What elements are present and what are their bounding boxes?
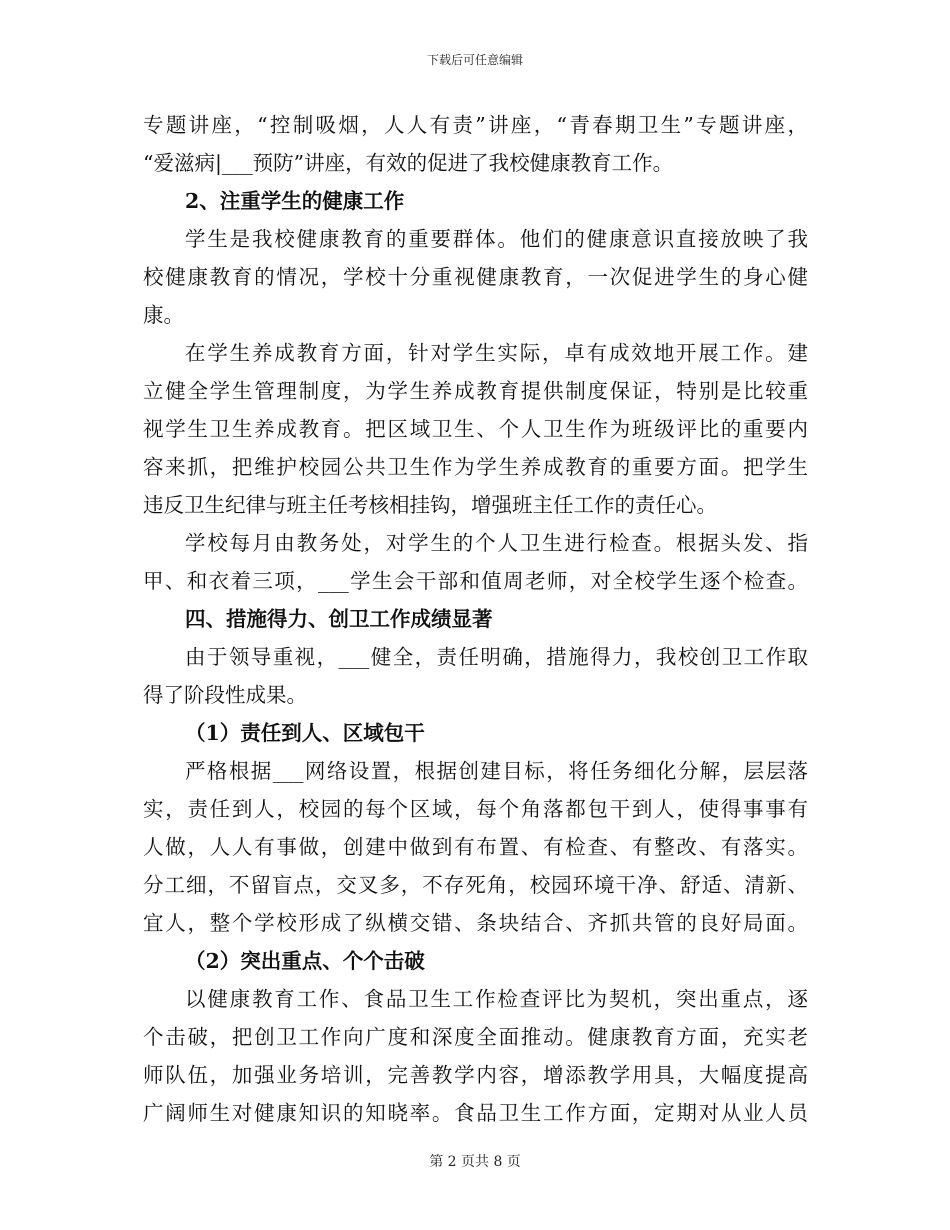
- text-line: 广阔师生对健康知识的知晓率。食品卫生工作方面，定期对从业人员: [143, 1101, 808, 1125]
- text-line: 在学生养成教育方面，针对学生实际，卓有成效地开展工作。建: [185, 341, 808, 365]
- text-line: 实，责任到人，校园的每个区域，每个角落都包干到人，使得事事有: [143, 797, 808, 821]
- text-line: 甲、和衣着三项，___学生会干部和值周老师，对全校学生逐个检查。: [143, 569, 808, 593]
- text-line: 专题讲座，“控制吸烟，人人有责”讲座，“青春期卫生”专题讲座，: [143, 113, 808, 137]
- text-line: 人做，人人有事做，创建中做到有布置、有检查、有整改、有落实。: [143, 835, 808, 859]
- text-line: 校健康教育的情况，学校十分重视健康教育，一次促进学生的身心健: [143, 265, 808, 289]
- text-line: 由于领导重视，___健全，责任明确，措施得力，我校创卫工作取: [185, 645, 808, 669]
- subsection-heading: （1）责任到人、区域包干: [185, 721, 425, 745]
- text-line: 严格根据___网络设置，根据创建目标，将任务细化分解，层层落: [185, 759, 808, 783]
- text-line: 学校每月由教务处，对学生的个人卫生进行检查。根据头发、指: [185, 531, 808, 555]
- document-body: [143, 106, 808, 1132]
- text-line: 以健康教育工作、食品卫生工作检查评比为契机，突出重点，逐: [185, 987, 808, 1011]
- text-line: 师队伍，加强业务培训，完善教学内容，增添教学用具，大幅度提高: [143, 1063, 808, 1087]
- text-line: 宜人，整个学校形成了纵横交错、条块结合、齐抓共管的良好局面。: [143, 911, 808, 935]
- text-line: 违反卫生纪律与班主任考核相挂钩，增强班主任工作的责任心。: [143, 493, 717, 517]
- section-heading: 2、注重学生的健康工作: [185, 189, 405, 213]
- text-line: 视学生卫生养成教育。把区域卫生、个人卫生作为班级评比的重要内: [143, 417, 808, 441]
- text-line: 康。: [143, 303, 184, 327]
- text-line: 得了阶段性成果。: [143, 683, 307, 707]
- section-heading: 四、措施得力、创卫工作成绩显著: [185, 607, 493, 631]
- text-line: “爱滋病|___预防”讲座，有效的促进了我校健康教育工作。: [143, 151, 674, 175]
- text-line: 立健全学生管理制度，为学生养成教育提供制度保证，特别是比较重: [143, 379, 808, 403]
- text-line: 学生是我校健康教育的重要群体。他们的健康意识直接放映了我: [185, 227, 808, 251]
- page-footer: 第 2 页共 8 页: [429, 1154, 521, 1170]
- text-line: 分工细，不留盲点，交叉多，不存死角，校园环境干净、舒适、清新、: [143, 873, 808, 897]
- text-line: 个击破，把创卫工作向广度和深度全面推动。健康教育方面，充实老: [143, 1025, 808, 1049]
- page-header: 下载后可任意编辑: [426, 53, 523, 67]
- text-line: 容来抓，把维护校园公共卫生作为学生养成教育的重要方面。把学生: [143, 455, 808, 479]
- subsection-heading: （2）突出重点、个个击破: [185, 949, 425, 973]
